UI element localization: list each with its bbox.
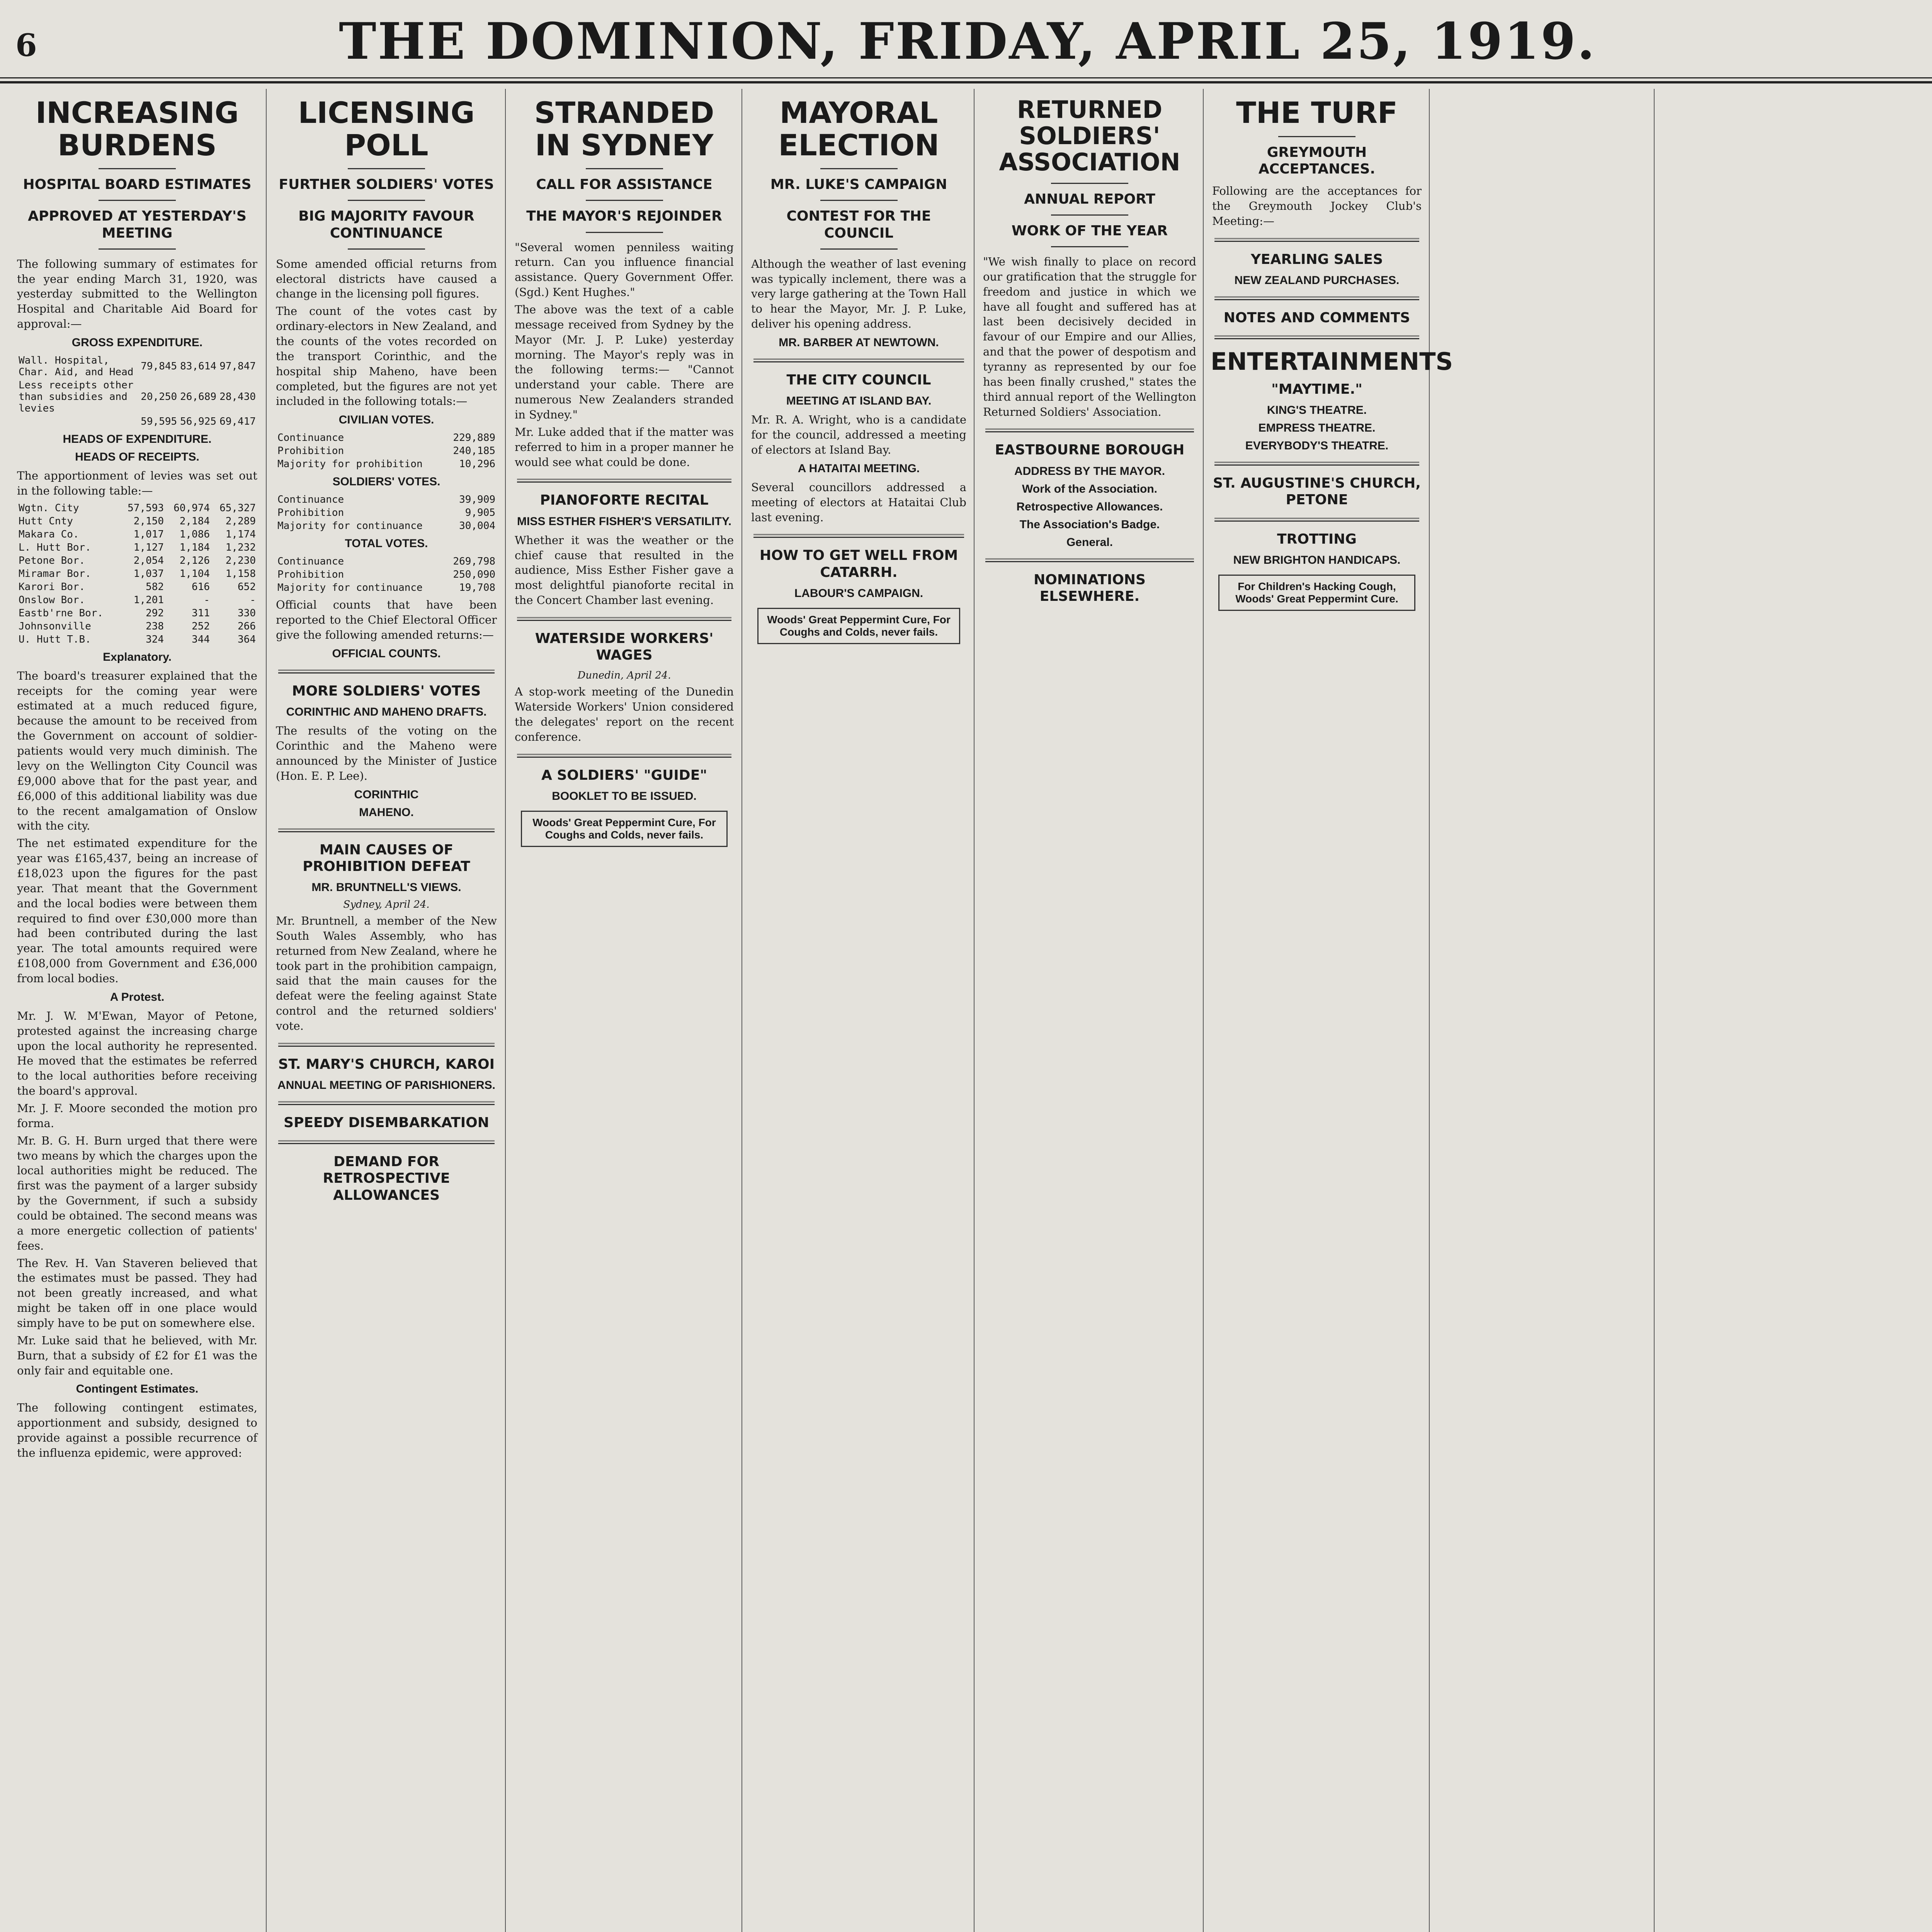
- advertisement: For Children's Hacking Cough, Woods' Great Peppermint Cure.: [1218, 575, 1415, 611]
- divider: [1278, 136, 1355, 137]
- section-head: NEW ZEALAND PURCHASES.: [1234, 274, 1400, 287]
- paragraph: Whether it was the weather or the chief cause that resulted in the audience, Miss Esther Fisher gave a most delightful pianoforte recital in the Concert Chamber last evening.: [515, 533, 734, 607]
- divider: [1051, 183, 1128, 184]
- paragraph: Several councillors addressed a meeting of electors at Hataitai Club last evening.: [751, 480, 966, 524]
- section-head: GROSS EXPENDITURE.: [71, 336, 203, 349]
- paragraph: The count of the votes cast by ordinary-electors in New Zealand, and the counts of the votes recorded on the transport Corinthic, and the hospital ship Maheno, have been completed, but the figures are not yet included in the following totals:—: [276, 304, 497, 408]
- table-row: Hutt Cnty 2,150 2,184 2,289: [19, 515, 256, 527]
- section-head: A HATAITAI MEETING.: [798, 462, 920, 475]
- paragraph: Mr. Luke added that if the matter was referred to him in a proper manner he would see what could be done.: [515, 425, 734, 469]
- paragraph: Mr. R. A. Wright, who is a candidate for the council, addressed a meeting of electors at Island Bay.: [751, 413, 966, 456]
- column-rule: [1203, 89, 1204, 1932]
- divider: [820, 248, 898, 250]
- article-increasing-burdens: [12, 89, 263, 1932]
- subheadline: MORE SOLDIERS' VOTES: [292, 683, 481, 699]
- subheadline: ST. MARY'S CHURCH, KAROI: [278, 1056, 495, 1072]
- headline: THE TURF: [1236, 95, 1398, 130]
- divider: [1051, 214, 1128, 216]
- table-row: Makara Co. 1,017 1,086 1,174: [19, 528, 256, 540]
- table-row: Wall. Hospital, Char. Aid, and Head 79,845 83,614 97,847: [19, 355, 256, 378]
- subheadline: MAIN CAUSES OF PROHIBITION DEFEAT: [303, 842, 470, 874]
- subheadline: DEMAND FOR RETROSPECTIVE ALLOWANCES: [323, 1154, 450, 1203]
- headline: MAYORAL ELECTION: [778, 95, 939, 162]
- section-head: ADDRESS BY THE MAYOR.: [1014, 464, 1165, 478]
- divider: [586, 168, 663, 169]
- table-row: Onslow Bor. 1,201 - -: [19, 594, 256, 606]
- subheadline: WATERSIDE WORKERS' WAGES: [535, 630, 714, 663]
- subheadline: ANNUAL REPORT: [1024, 191, 1155, 207]
- divider: [348, 168, 425, 169]
- section-head: General.: [1066, 536, 1113, 549]
- section-head: BOOKLET TO BE ISSUED.: [552, 789, 697, 803]
- table-row: Majority for prohibition 10,296: [277, 458, 495, 470]
- masthead-rule: [0, 77, 1932, 78]
- subheadline: HOW TO GET WELL FROM CATARRH.: [759, 548, 958, 580]
- newspaper-title: THE DOMINION, FRIDAY, APRIL 25, 1919.: [339, 12, 1596, 71]
- divider: [586, 200, 663, 201]
- subheadline: CALL FOR ASSISTANCE: [536, 177, 713, 193]
- section-head: SOLDIERS' VOTES.: [332, 475, 440, 488]
- section-head: CIVILIAN VOTES.: [338, 413, 434, 427]
- table-row: Continuance 269,798: [277, 556, 495, 568]
- gross-expenditure-table: [17, 354, 257, 428]
- masthead: [0, 0, 1932, 83]
- table-row: Continuance 229,889: [277, 432, 495, 444]
- section-head: EVERYBODY'S THEATRE.: [1245, 439, 1389, 452]
- article-stranded-in-sydney: [509, 89, 739, 1932]
- section-head: A Protest.: [110, 990, 165, 1003]
- section-head: KING'S THEATRE.: [1267, 404, 1367, 417]
- subheadline: BIG MAJORITY FAVOUR CONTINUANCE: [298, 208, 474, 241]
- divider: [517, 479, 731, 483]
- headline: INCREASING BURDENS: [36, 95, 239, 162]
- section-head: MR. BARBER AT NEWTOWN.: [779, 336, 939, 349]
- table-row: Prohibition 9,905: [277, 507, 495, 519]
- subheadline: SPEEDY DISEMBARKATION: [284, 1114, 489, 1131]
- paragraph: Official counts that have been reported to the Chief Electoral Officer give the following amended returns:—: [276, 598, 497, 642]
- paragraph: "Several women penniless waiting return. Can you influence financial assistance. Query Government Offer. (Sgd.) Kent Hughes.": [515, 240, 734, 299]
- section-head: OFFICIAL COUNTS.: [332, 647, 441, 660]
- section-head: HEADS OF RECEIPTS.: [75, 451, 199, 464]
- divider: [985, 558, 1194, 562]
- table-row: Prohibition 250,090: [277, 569, 495, 581]
- table-row: Less receipts other than subsidies and levies 20,250 26,689 28,430: [19, 379, 256, 415]
- divider: [278, 670, 495, 673]
- divider: [1214, 335, 1419, 339]
- table-row: U. Hutt T.B. 324 344 364: [19, 633, 256, 645]
- divider: [1051, 246, 1128, 247]
- paragraph: The apportionment of levies was set out in the following table:—: [17, 469, 257, 497]
- table-row: Karori Bor. 582 616 652: [19, 581, 256, 593]
- divider: [348, 248, 425, 250]
- article-licensing-poll: [270, 89, 502, 1932]
- paragraph: "We wish finally to place on record our gratification that the struggle for freedom and justice in which we have all fought and suffered has at last been decisively decided in favour of our Empire and our Allies, and that the power of despotism and tyranny as represented by our foe has been finally crushed," states the third annual report of the Wellington Returned Soldiers' Association.: [983, 255, 1196, 418]
- paragraph: The following contingent estimates, apportionment and subsidy, designed to provide against a possible recurrence of the influenza epidemic, were approved:: [17, 1401, 257, 1460]
- divider: [348, 200, 425, 201]
- paragraph: Mr. Bruntnell, a member of the New South Wales Assembly, who has returned from New Zealand, where he took part in the prohibition campaign, said that the main causes for the defeat were the feeling against State control and the returned soldiers' vote.: [276, 914, 497, 1032]
- headline: STRANDED IN SYDNEY: [534, 95, 714, 162]
- section-head: EMPRESS THEATRE.: [1258, 422, 1376, 435]
- subheadline: A SOLDIERS' "GUIDE": [541, 767, 707, 783]
- subheadline: HOSPITAL BOARD ESTIMATES: [23, 177, 252, 193]
- total-votes-table: [276, 555, 497, 594]
- paragraph: The results of the voting on the Corinthic and the Maheno were announced by the Minister of Justice (Hon. E. P. Lee).: [276, 724, 497, 782]
- divider: [1214, 296, 1419, 300]
- section-head: ANNUAL MEETING OF PARISHIONERS.: [277, 1078, 495, 1092]
- table-row: 59,595 56,925 69,417: [141, 416, 256, 428]
- table-row: Miramar Bor. 1,037 1,104 1,158: [19, 568, 256, 580]
- table-row: Wgtn. City 57,593 60,974 65,327: [19, 502, 256, 514]
- paragraph: The net estimated expenditure for the year was £165,437, being an increase of £18,023 upon the figures for the past year. That meant that the Government and the local bodies were between them required to find over £30,000 more than had been contributed during the last year. The total amounts required were £108,000 from Government and £36,000 from local bodies.: [17, 837, 257, 985]
- subheadline: YEARLING SALES: [1250, 251, 1383, 267]
- section-head: MISS ESTHER FISHER'S VERSATILITY.: [517, 515, 731, 528]
- column-rule: [505, 89, 506, 1932]
- paragraph: The above was the text of a cable message received from Sydney by the Mayor (Mr. J. P. Luke) yesterday morning. The Mayor's reply was in the following terms:— "Cannot understand your cable. There are numerous New Zealanders stranded in Sydney.": [515, 303, 734, 422]
- advertisement: Woods' Great Peppermint Cure, For Coughs and Colds, never fails.: [521, 811, 728, 847]
- subheadline: APPROVED AT YESTERDAY'S MEETING: [28, 208, 247, 241]
- section-head: LABOUR'S CAMPAIGN.: [794, 587, 923, 600]
- paragraph: Following are the acceptances for the Greymouth Jockey Club's Meeting:—: [1212, 184, 1422, 228]
- section-head: TOTAL VOTES.: [345, 537, 428, 550]
- subheadline: NOMINATIONS ELSEWHERE.: [1034, 571, 1146, 604]
- levies-table: [17, 502, 257, 646]
- divider: [753, 359, 964, 362]
- table-row: Johnsonville 238 252 266: [19, 620, 256, 632]
- divider: [517, 754, 731, 758]
- paragraph: Mr. B. G. H. Burn urged that there were two means by which the charges upon the local authorities might be reduced. The first was the payment of a larger subsidy by the Government, if such a subsidy could be obtained. The second means was a more energetic collection of patients' fees.: [17, 1134, 257, 1252]
- divider: [820, 168, 898, 169]
- table-row: L. Hutt Bor. 1,127 1,184 1,232: [19, 541, 256, 553]
- paragraph: A stop-work meeting of the Dunedin Waterside Workers' Union considered the delegates' report on the recent conference.: [515, 685, 734, 743]
- section-head: CORINTHIC: [354, 788, 419, 801]
- divider: [517, 617, 731, 621]
- paragraph: Mr. J. W. M'Ewan, Mayor of Petone, protested against the increasing charge upon the local authority he represented. He moved that the estimates be referred to the local authorities before receiving the board's approval.: [17, 1009, 257, 1098]
- section-head: CORINTHIC AND MAHENO DRAFTS.: [286, 706, 487, 719]
- headline: RETURNED SOLDIERS' ASSOCIATION: [999, 95, 1180, 177]
- table-row: Continuance 39,909: [277, 494, 495, 506]
- divider: [99, 168, 176, 169]
- subheadline: TROTTING: [1277, 531, 1357, 547]
- article-mayoral-election: [746, 89, 972, 1932]
- table-row: Majority for continuance 19,708: [277, 582, 495, 594]
- civilian-votes-table: [276, 431, 497, 471]
- divider: [278, 1043, 495, 1047]
- paragraph: Some amended official returns from electoral districts have caused a change in the licensing poll figures.: [276, 257, 497, 301]
- divider: [753, 534, 964, 538]
- paragraph: Mr. Luke said that he believed, with Mr. Burn, that a subsidy of £2 for £1 was the only fair and equitable one.: [17, 1333, 257, 1377]
- divider: [278, 1101, 495, 1105]
- advertisement: Woods' Great Peppermint Cure, For Coughs and Colds, never fails.: [757, 608, 960, 644]
- article-returned-soldiers: [978, 89, 1202, 1932]
- section-head: MR. BRUNTNELL'S VIEWS.: [311, 881, 461, 894]
- subheadline: NOTES AND COMMENTS: [1223, 310, 1410, 326]
- divider: [99, 200, 176, 201]
- subheadline: "MAYTIME.": [1271, 381, 1362, 398]
- headline: LICENSING POLL: [298, 95, 475, 162]
- column-rule: [266, 89, 267, 1932]
- section-head: MEETING AT ISLAND BAY.: [786, 395, 932, 408]
- table-row: Petone Bor. 2,054 2,126 2,230: [19, 554, 256, 566]
- section-head: Retrospective Allowances.: [1016, 500, 1163, 513]
- paragraph: The following summary of estimates for the year ending March 31, 1920, was yesterday submitted to the Wellington Hospital and Charitable Aid Board for approval:—: [17, 257, 257, 331]
- subheadline: WORK OF THE YEAR: [1011, 223, 1168, 239]
- subheadline: THE CITY COUNCIL: [786, 372, 931, 388]
- dateline: Dunedin, April 24.: [577, 670, 671, 682]
- paragraph: The Rev. H. Van Staveren believed that the estimates must be passed. They had not been greatly increased, and what might be taken off in one place would simply have to be put on somewhere else.: [17, 1256, 257, 1330]
- subheadline: MR. LUKE'S CAMPAIGN: [770, 177, 947, 193]
- divider: [820, 200, 898, 201]
- subheadline: THE MAYOR'S REJOINDER: [526, 208, 722, 224]
- soldiers-votes-table: [276, 493, 497, 532]
- divider: [1214, 238, 1419, 242]
- section-head: Explanatory.: [103, 650, 172, 663]
- paragraph: The board's treasurer explained that the receipts for the coming year were estimated at a much reduced figure, because the amount to be received from the Government on account of soldier-patients would very much diminish. The levy on the Wellington City Council was £9,000 above that for the past year, and £6,000 of this additional liability was due to the recent amalgamation of Onslow with the city.: [17, 669, 257, 833]
- table-row: Majority for continuance 30,004: [277, 520, 495, 532]
- section-head: NEW BRIGHTON HANDICAPS.: [1233, 553, 1401, 566]
- divider: [1214, 518, 1419, 522]
- subheadline: ST. AUGUSTINE'S CHURCH, PETONE: [1213, 475, 1421, 508]
- divider: [99, 248, 176, 250]
- subheadline: CONTEST FOR THE COUNCIL: [786, 208, 931, 241]
- subheadline: PIANOFORTE RECITAL: [540, 492, 709, 509]
- paragraph: Mr. J. F. Moore seconded the motion pro forma.: [17, 1101, 257, 1130]
- section-head: HEADS OF EXPENDITURE.: [63, 433, 212, 446]
- page-number: 6: [15, 27, 37, 63]
- section-head: MAHENO.: [359, 806, 414, 819]
- subheadline: FURTHER SOLDIERS' VOTES: [279, 177, 494, 193]
- section-head: Work of the Association.: [1022, 482, 1158, 495]
- dateline: Sydney, April 24.: [343, 898, 430, 910]
- section-head: Contingent Estimates.: [76, 1383, 199, 1396]
- column-rule: [974, 89, 975, 1932]
- divider: [985, 429, 1194, 432]
- article-the-turf: [1207, 89, 1453, 1932]
- divider: [278, 828, 495, 832]
- section-head: The Association's Badge.: [1019, 518, 1160, 531]
- column-rule: [1654, 89, 1655, 1932]
- paragraph: Although the weather of last evening was typically inclement, there was a very large gathering at the Town Hall to hear the Mayor, Mr. J. P. Luke, deliver his opening address.: [751, 257, 966, 331]
- divider: [1214, 462, 1419, 466]
- subheadline: EASTBOURNE BOROUGH: [995, 442, 1185, 458]
- divider: [278, 1140, 495, 1144]
- headline: ENTERTAINMENTS: [1211, 347, 1453, 376]
- divider: [586, 232, 663, 233]
- table-row: Prohibition 240,185: [277, 445, 495, 457]
- subheadline: GREYMOUTH ACCEPTANCES.: [1258, 144, 1376, 177]
- table-row: Eastb'rne Bor. 292 311 330: [19, 607, 256, 619]
